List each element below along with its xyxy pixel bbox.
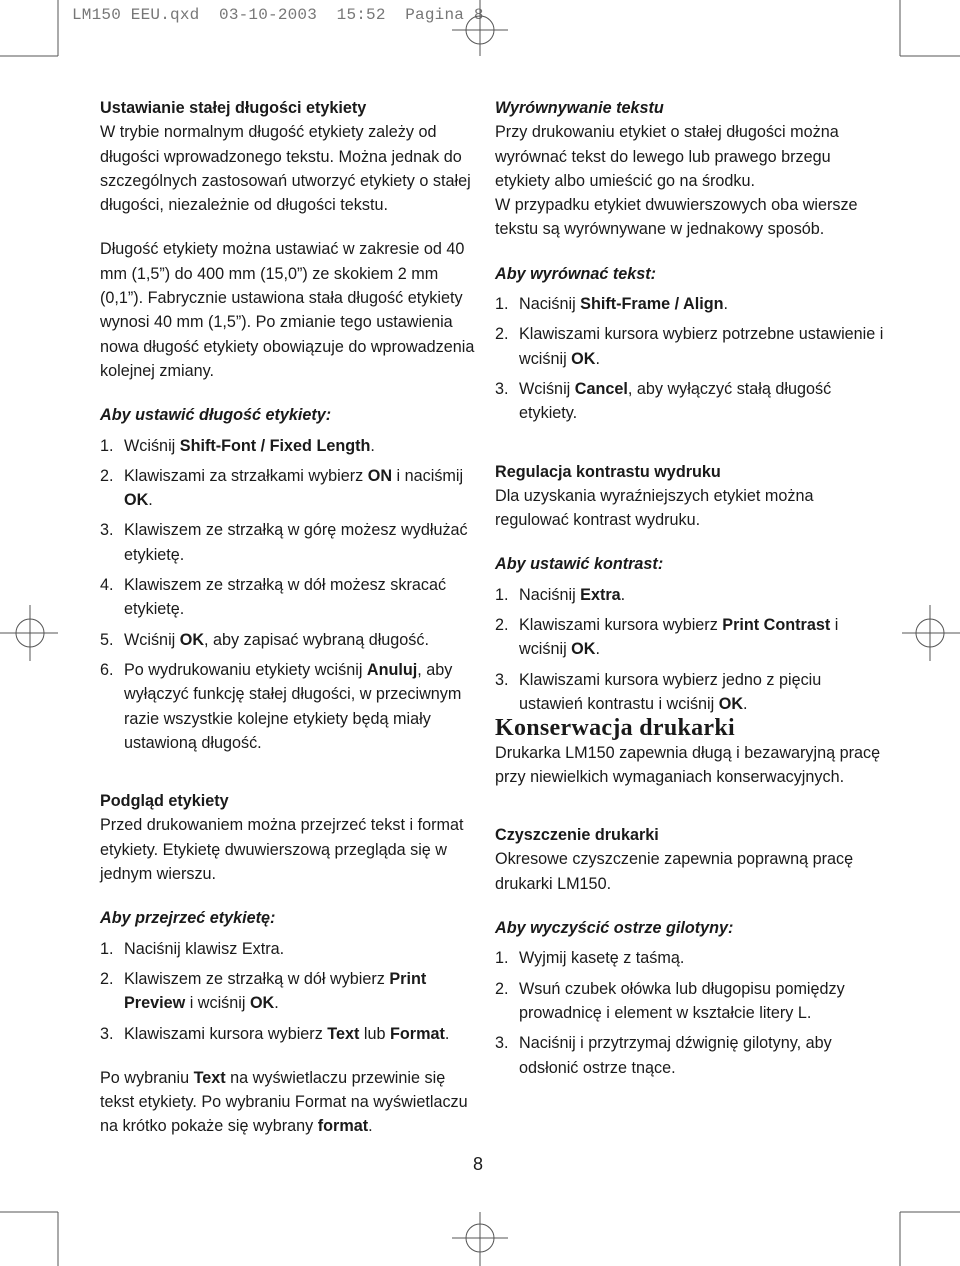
fixed-length-step-6 <box>100 658 480 755</box>
contrast-step-1 <box>495 583 885 607</box>
file-slug: LM150 EEU.qxd 03-10-2003 15:52 Pagina 8 <box>72 6 484 24</box>
align-step-2 <box>495 322 885 371</box>
step-key-label: Shift-Font / Fixed Length <box>179 436 371 455</box>
fixed-length-step-2 <box>100 464 480 513</box>
step-text-part: i naciśmij <box>392 466 464 485</box>
step-text-part: . <box>723 295 728 314</box>
preview-note-d: format <box>317 1117 369 1136</box>
step-number: 2. <box>100 466 114 485</box>
step-text-part: Wsuń czubek ołówka lub długopisu pomiędzy prowadnicę i element w kształcie litery L. <box>519 979 845 1022</box>
step-text-part: , aby wyłączyć stałą długość etykiety. <box>519 379 832 423</box>
step-key-label: Print Preview <box>124 969 427 1013</box>
step-text-part: . <box>444 1024 450 1043</box>
step-text-part: Klawiszami za strzałkami wybierz <box>124 466 368 485</box>
step-text-part: Naciśnij i przytrzymaj dźwignię gilotyny, aby odsłonić ostrze tnące. <box>519 1034 832 1077</box>
step-number: 3. <box>100 1024 114 1043</box>
step-text-part: . <box>595 640 600 659</box>
step-text-part: Wciśnij <box>124 436 180 455</box>
align-step-1 <box>495 292 885 316</box>
step-key-label: Cancel <box>574 379 628 398</box>
fixed-length-howto: Aby ustawić długość etykiety: <box>100 406 332 425</box>
step-text-part: Wyjmij kasetę z taśmą. <box>519 949 685 968</box>
step-text <box>124 937 480 961</box>
step-text <box>519 613 885 662</box>
cleaning-heading: Czyszczenie drukarki <box>495 826 659 845</box>
fixed-length-range: Długość etykiety można ustawiać w zakresie od 40 mm (1,5”) do 400 mm (15,0”) ze skokiem 2 mm (0,1”). Fabrycznie ustawiona stała długość etykiety wynosi 40 mm (1,5”). Po zmianie tego ustawienia nowa długość etykiety obowiązuje do wprowadzenia kolejnej zmiany. <box>100 240 475 380</box>
step-text <box>124 967 480 1016</box>
contrast-intro: Dla uzyskania wyraźniejszych etykiet można regulować kontrast wydruku. <box>495 486 814 530</box>
step-number: 2. <box>495 979 509 998</box>
step-text-part: Klawiszami kursora wybierz <box>124 1024 328 1043</box>
step-number: 1. <box>495 949 509 968</box>
preview-heading: Podgląd etykiety <box>100 792 229 811</box>
step-text-part: , aby wyłączyć funkcję stałej długości, w przeciwnym razie wszystkie kolejne etykiety będą miały ustawioną długość. <box>124 660 462 752</box>
align-note: W przypadku etykiet dwuwierszowych oba wiersze tekstu są wyrównywane w jednakowy sposób. <box>495 196 858 239</box>
step-text-part: Wciśnij <box>519 379 575 398</box>
preview-note-c: na wyświetlaczu przewinie się tekst etykiety. Po wybraniu Format na wyświetlaczu na krótko pokaże się wybrany <box>100 1068 468 1136</box>
contrast-step-3 <box>495 668 885 717</box>
step-number: 6. <box>100 660 114 679</box>
step-text-part: Klawiszem ze strzałką w dół wybierz <box>124 969 390 988</box>
step-text-part: Naciśnij <box>519 295 581 314</box>
preview-note-e: . <box>368 1117 373 1136</box>
step-number: 5. <box>100 630 114 649</box>
fixed-length-step-4 <box>100 573 480 622</box>
align-heading: Wyrównywanie tekstu <box>495 99 664 117</box>
step-text-part: Naciśnij <box>519 585 581 604</box>
step-text <box>124 628 480 652</box>
step-text <box>519 668 885 717</box>
cleaning-steps <box>495 946 885 1079</box>
preview-howto: Aby przejrzeć etykietę: <box>100 909 276 928</box>
step-text-part: i wciśnij <box>519 616 839 659</box>
step-number: 4. <box>100 576 114 595</box>
step-key-label: Print Contrast <box>722 616 831 635</box>
contrast-heading: Regulacja kontrastu wydruku <box>495 462 721 481</box>
step-key-label: Shift-Frame / Align <box>580 295 724 314</box>
cleaning-step-1 <box>495 946 885 970</box>
step-text-part: Po wydrukowaniu etykiety wciśnij <box>124 660 367 679</box>
step-text-part: Naciśnij klawisz Extra. <box>124 939 285 958</box>
align-steps <box>495 292 885 425</box>
preview-step-3 <box>100 1022 480 1046</box>
fixed-length-heading: Ustawianie stałej długości etykiety <box>100 99 367 117</box>
fixed-length-intro: W trybie normalnym długość etykiety zależy od długości wprowadzonego tekstu. Można jednak do szczególnych zastosowań utworzyć etykiety o stałej długości, niezależnie od długości tekstu. <box>100 123 471 215</box>
step-text-part: . <box>595 349 600 368</box>
step-number: 1. <box>100 436 114 455</box>
step-text <box>124 434 480 458</box>
step-text-part: Klawiszami kursora wybierz jedno z pięciu ustawień kontrastu i wciśnij <box>519 670 822 713</box>
preview-steps <box>100 937 480 1046</box>
step-text <box>519 977 885 1026</box>
cleaning-howto: Aby wyczyścić ostrze gilotyny: <box>495 919 734 938</box>
step-text <box>519 1031 885 1080</box>
step-text-part: Klawiszami kursora wybierz <box>519 616 723 635</box>
step-text-part: Klawiszem ze strzałką w dół możesz skracać etykietę. <box>124 576 447 619</box>
step-text-part: . <box>274 994 279 1013</box>
preview-note-b: Text <box>193 1068 226 1087</box>
preview-step-2 <box>100 967 480 1016</box>
step-text <box>124 658 480 755</box>
step-number: 3. <box>100 521 114 540</box>
step-key-label: ON <box>367 466 393 485</box>
contrast-howto: Aby ustawić kontrast: <box>495 555 664 574</box>
cleaning-intro: Okresowe czyszczenie zapewnia poprawną pracę drukarki LM150. <box>495 850 854 893</box>
align-howto: Aby wyrównać tekst: <box>495 264 657 283</box>
left-column <box>100 96 480 1139</box>
step-key-label: Anuluj <box>366 660 418 679</box>
step-number: 3. <box>495 1034 509 1053</box>
preview-intro: Przed drukowaniem można przejrzeć tekst i format etykiety. Etykietę dwuwierszową przegląda się w jednym wierszu. <box>100 816 464 884</box>
fixed-length-step-1 <box>100 434 480 458</box>
step-text-part: , aby zapisać wybraną długość. <box>204 630 429 649</box>
step-key-label: OK <box>571 349 596 368</box>
step-key-label: Format <box>390 1024 445 1043</box>
step-text-part: . <box>370 436 375 455</box>
step-text <box>124 518 480 567</box>
step-key-label: OK <box>124 491 149 510</box>
step-number: 3. <box>495 379 509 398</box>
step-text <box>519 583 885 607</box>
align-intro: Przy drukowaniu etykiet o stałej długości można wyrównać tekst do lewego lub prawego brzegu etykiety albo umieścić go na środku. <box>495 123 839 190</box>
step-key-label: Text <box>327 1024 360 1043</box>
right-column <box>495 96 885 1080</box>
step-number: 1. <box>100 939 114 958</box>
step-number: 2. <box>100 969 114 988</box>
step-text-part: Klawiszami kursora wybierz potrzebne ustawienie i wciśnij <box>519 325 884 368</box>
step-text-part: Wciśnij <box>124 630 180 649</box>
page-number: 8 <box>473 1154 484 1174</box>
step-text-part: i wciśnij <box>185 994 250 1013</box>
fixed-length-step-3 <box>100 518 480 567</box>
step-key-label: OK <box>571 640 596 659</box>
step-text-part: . <box>620 585 626 604</box>
contrast-steps <box>495 583 885 716</box>
step-number: 1. <box>495 585 509 604</box>
preview-step-1 <box>100 937 480 961</box>
step-number: 2. <box>495 325 509 344</box>
step-number: 3. <box>495 670 509 689</box>
step-text <box>519 946 885 970</box>
preview-note <box>100 1066 480 1139</box>
step-text-part: Klawiszem ze strzałką w górę możesz wydłużać etykietę. <box>124 521 468 564</box>
step-text <box>519 322 885 371</box>
maintenance-intro: Drukarka LM150 zapewnia długą i bezawaryjną pracę przy niewielkich wymaganiach konserwacyjnych. <box>495 743 881 786</box>
contrast-step-2 <box>495 613 885 662</box>
preview-note-a: Po wybraniu <box>100 1068 194 1087</box>
fixed-length-step-5 <box>100 628 480 652</box>
fixed-length-steps <box>100 434 480 756</box>
step-text-part: lub <box>359 1024 390 1043</box>
cleaning-step-3 <box>495 1031 885 1080</box>
step-text-part: . <box>743 694 748 713</box>
cleaning-step-2 <box>495 977 885 1026</box>
step-text <box>124 1022 480 1046</box>
step-text <box>519 292 885 316</box>
step-text <box>519 377 885 426</box>
step-key-label: OK <box>249 994 275 1013</box>
maintenance-heading: Konserwacja drukarki <box>495 715 735 742</box>
step-key-label: OK <box>718 694 744 713</box>
step-key-label: OK <box>179 630 205 649</box>
step-text <box>124 464 480 513</box>
step-number: 2. <box>495 616 509 635</box>
step-text-part: . <box>148 491 153 510</box>
step-key-label: Extra <box>580 585 621 604</box>
step-text <box>124 573 480 622</box>
align-step-3 <box>495 377 885 426</box>
step-number: 1. <box>495 295 509 314</box>
